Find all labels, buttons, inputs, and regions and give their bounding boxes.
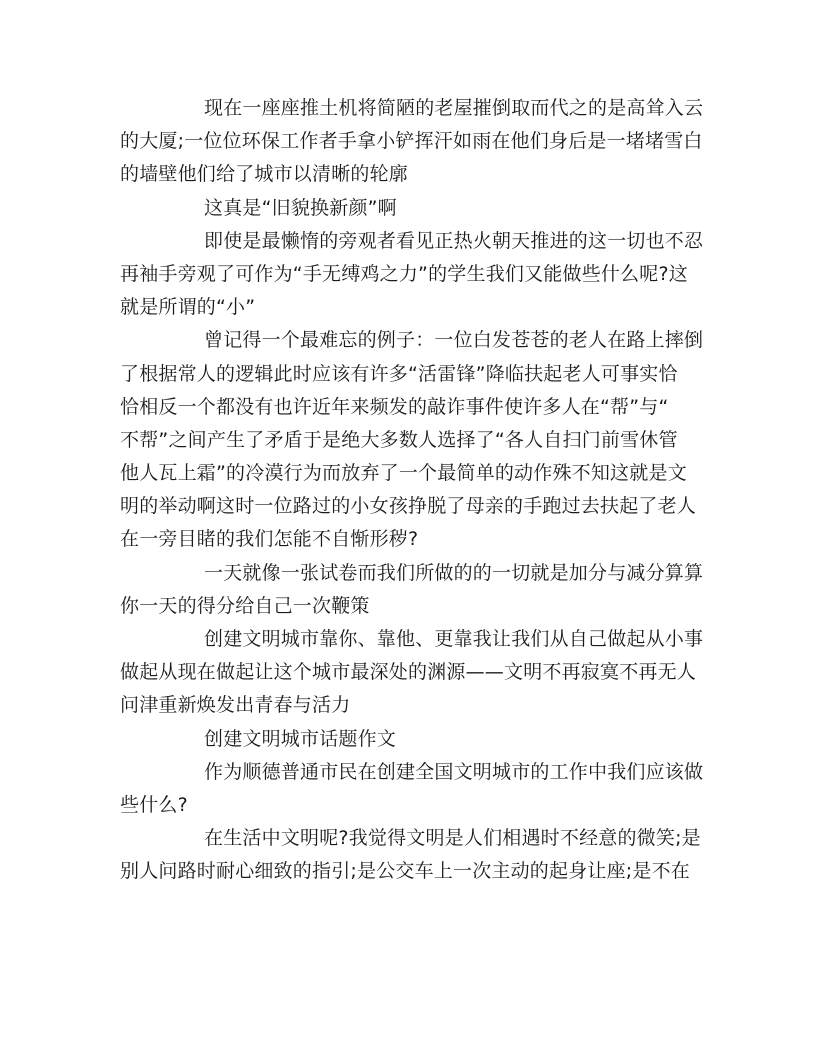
text-line: 创建文明城市靠你、靠他、更靠我让我们从自己做起从小事: [204, 628, 704, 650]
text-line: 就是所谓的“小”: [120, 296, 256, 319]
text-line: 的墙壁他们给了城市以清晰的轮廓: [120, 163, 409, 186]
text-line: 曾记得一个最难忘的例子：一位白发苍苍的老人在路上摔倒: [204, 329, 704, 352]
text-line: 不帮”之间产生了矛盾于是绝大多数人选择了“各人自扫门前雪休管: [120, 428, 678, 451]
text-line: 问津重新焕发出青春与活力: [120, 694, 351, 717]
text-line: 了根据常人的逻辑此时应该有许多“活雷锋”降临扶起老人可事实恰: [120, 362, 678, 385]
text-line: 的大厦;一位位环保工作者手拿小铲挥汗如雨在他们身后是一堵堵雪白: [120, 130, 703, 153]
text-line: 作为顺德普通市民在创建全国文明城市的工作中我们应该做: [204, 760, 704, 783]
text-line: 这真是“旧貌换新颜”啊: [204, 196, 397, 219]
text-line: 一天就像一张试卷而我们所做的的一切就是加分与减分算算: [204, 561, 704, 584]
text-line: 恰相反一个都没有也许近年来频发的敲诈事件使许多人在“帮”与“: [120, 395, 669, 418]
text-line: 些什么?: [120, 793, 188, 816]
text-line: 创建文明城市话题作文: [204, 727, 397, 750]
text-line: 再袖手旁观了可作为“手无缚鸡之力”的学生我们又能做些什么呢?这: [120, 262, 688, 285]
document-body: [120, 92, 704, 889]
text-line: 即使是最懒惰的旁观者看见正热火朝天推进的这一切也不忍: [204, 229, 704, 252]
text-line: 他人瓦上霜”的冷漠行为而放弃了一个最简单的动作殊不知这就是文: [120, 462, 687, 485]
text-line: 现在一座座推土机将简陋的老屋摧倒取而代之的是高耸入云: [204, 97, 704, 119]
text-line: 做起从现在做起让这个城市最深处的渊源——文明不再寂寞不再无人: [120, 661, 697, 684]
text-line: 在生活中文明呢?我觉得文明是人们相遇时不经意的微笑;是: [204, 827, 701, 850]
text-line: 明的举动啊这时一位路过的小女孩挣脱了母亲的手跑过去扶起了老人: [120, 495, 697, 518]
text-line: 别人问路时耐心细致的指引;是公交车上一次主动的起身让座;是不在: [120, 860, 691, 883]
text-line: 你一天的得分给自己一次鞭策: [120, 594, 370, 617]
text-line: 在一旁目睹的我们怎能不自惭形秽?: [120, 528, 419, 551]
